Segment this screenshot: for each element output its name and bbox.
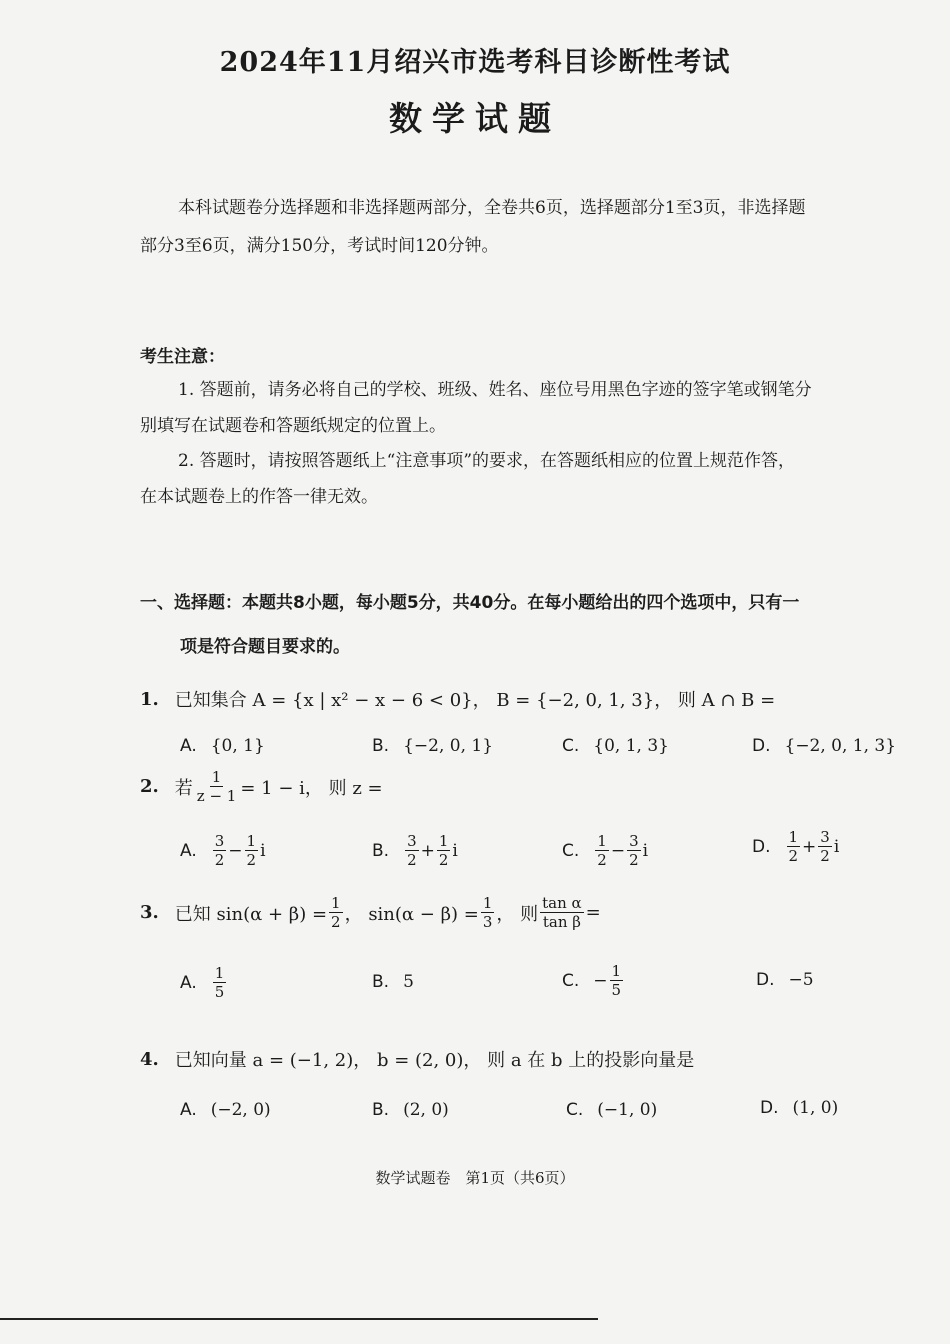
option-label: D. <box>756 970 775 990</box>
option-label: A. <box>180 1100 197 1120</box>
fraction <box>213 964 227 1001</box>
question-text: 已知向量 a = (−1, 2)， b = (2, 0)， 则 a 在 b 上的投影向量是 <box>174 1050 695 1071</box>
question-2 <box>140 768 383 805</box>
page-footer: 数学试题卷 第1页（共6页） <box>375 1169 575 1187</box>
fraction-denominator: 2 <box>820 847 830 865</box>
question-text-part-2: ， sin(α − β) = <box>344 903 479 925</box>
fraction <box>195 768 239 805</box>
fraction <box>245 832 259 869</box>
q4-option-b <box>372 1100 449 1120</box>
q4-option-a <box>180 1100 271 1120</box>
option-value: (−1, 0) <box>597 1100 658 1120</box>
question-text-part-4: = <box>585 902 601 923</box>
question-number: 2. <box>140 776 159 797</box>
option-value: (1, 0) <box>792 1098 839 1118</box>
q3-option-b <box>372 972 414 992</box>
notice-item-1-line-2: 别填写在试题卷和答题纸规定的位置上。 <box>140 416 446 436</box>
operator: − <box>228 840 243 861</box>
question-number: 4. <box>140 1048 159 1070</box>
fraction <box>213 832 227 869</box>
fraction-denominator: 2 <box>597 851 607 869</box>
notice-item-1-line-1: 1. 答题前，请务必将自己的学校、班级、姓名、座位号用黑色字迹的签字笔或钢笔分 <box>178 380 812 400</box>
question-1 <box>140 686 775 712</box>
imaginary-unit: i <box>260 840 266 861</box>
fraction-numerator: 3 <box>820 828 830 846</box>
fraction-denominator: 2 <box>331 913 341 931</box>
question-3 <box>140 894 601 931</box>
option-label: B. <box>372 1100 390 1120</box>
exam-title: 2024年11月绍兴市选考科目诊断性考试 <box>219 47 731 78</box>
notice-heading: 考生注意： <box>140 347 225 367</box>
fraction-numerator: 1 <box>482 894 493 912</box>
intro-line-2: 部分3至6页，满分150分，考试时间120分钟。 <box>140 236 499 256</box>
fraction-numerator: tan α <box>542 894 582 912</box>
q2-option-b <box>372 832 458 869</box>
subject-title: 数学试题 <box>389 99 561 138</box>
option-label: A. <box>180 736 197 756</box>
q4-option-d <box>760 1098 838 1118</box>
question-text-part-3: ， 则 <box>496 903 539 925</box>
imaginary-unit: i <box>833 836 840 857</box>
question-text-prefix: 若 <box>174 777 193 799</box>
option-label: B. <box>372 840 390 861</box>
option-label: A. <box>180 972 197 993</box>
q3-option-c <box>562 962 625 999</box>
fraction-denominator: 2 <box>214 851 225 869</box>
option-label: C. <box>566 1100 584 1120</box>
q3-option-a <box>180 964 228 1001</box>
negative-sign: − <box>593 970 608 991</box>
option-value: (2, 0) <box>403 1100 449 1120</box>
option-label: D. <box>752 736 771 756</box>
option-label: C. <box>562 970 580 991</box>
fraction-denominator: 5 <box>611 981 622 999</box>
option-label: D. <box>752 836 771 857</box>
notice-item-2-line-2: 在本试题卷上的作答一律无效。 <box>140 487 378 507</box>
fraction-numerator: 1 <box>597 832 607 850</box>
option-label: A. <box>180 840 197 861</box>
section-1-heading-line-2: 项是符合题目要求的。 <box>180 637 350 657</box>
question-number: 3. <box>140 902 159 923</box>
fraction <box>540 894 584 931</box>
q1-option-d <box>752 736 896 756</box>
section-1-heading-line-1: 一、选择题：本题共8小题，每小题5分，共40分。在每小题给出的四个选项中，只有一 <box>140 593 800 613</box>
fraction-numerator: 1 <box>611 962 622 980</box>
question-text: 已知集合 A = {x | x² − x − 6 < 0}， B = {−2, 0, 1, 3}， 则 A ∩ B = <box>174 690 776 711</box>
fraction-numerator: 1 <box>211 768 222 786</box>
fraction-numerator: 3 <box>214 832 225 850</box>
fraction <box>787 828 801 865</box>
q3-option-d <box>756 970 814 990</box>
q1-option-c <box>562 736 669 756</box>
fraction-denominator: 2 <box>788 847 799 865</box>
imaginary-unit: i <box>642 840 649 861</box>
fraction-numerator: 1 <box>438 832 449 850</box>
fraction <box>329 894 343 931</box>
fraction <box>481 894 495 931</box>
fraction-denominator: 2 <box>407 851 417 869</box>
fraction <box>610 962 624 999</box>
option-label: B. <box>372 736 390 756</box>
fraction <box>405 832 419 869</box>
operator: − <box>610 840 626 861</box>
fraction-numerator: 1 <box>331 894 341 912</box>
question-number: 1. <box>140 688 159 710</box>
option-value: {0, 1} <box>210 736 265 756</box>
option-label: B. <box>372 972 390 992</box>
option-value: {0, 1, 3} <box>593 736 669 756</box>
intro-line-1: 本科试题卷分选择题和非选择题两部分，全卷共6页，选择题部分1至3页，非选择题 <box>178 198 806 218</box>
imaginary-unit: i <box>452 840 458 861</box>
option-value: 5 <box>403 972 414 992</box>
fraction <box>627 832 641 869</box>
q2-option-a <box>180 832 266 869</box>
question-text-suffix: = 1 − i， 则 z = <box>240 777 383 799</box>
fraction <box>595 832 609 869</box>
q1-option-a <box>180 736 265 756</box>
question-4 <box>140 1046 694 1072</box>
option-label: C. <box>562 736 580 756</box>
question-text-part-1: 已知 sin(α + β) = <box>174 903 328 925</box>
fraction-numerator: 1 <box>246 832 257 850</box>
option-value: −5 <box>788 970 814 990</box>
fraction-numerator: 1 <box>788 828 799 846</box>
q2-option-d <box>752 828 839 865</box>
fraction <box>818 828 832 865</box>
fraction-numerator: 3 <box>407 832 417 850</box>
bottom-rule <box>0 1318 598 1320</box>
option-value: (−2, 0) <box>210 1100 271 1120</box>
option-value: {−2, 0, 1} <box>403 736 494 756</box>
q4-option-c <box>566 1100 657 1120</box>
fraction-numerator: 1 <box>214 964 225 982</box>
fraction-denominator: tan β <box>542 913 581 931</box>
fraction-denominator: 2 <box>438 851 449 869</box>
operator: + <box>420 840 435 861</box>
fraction-denominator: 5 <box>214 983 225 1001</box>
operator: + <box>802 836 817 857</box>
fraction-denominator: 2 <box>246 851 257 869</box>
fraction <box>437 832 451 869</box>
fraction-denominator: 3 <box>482 913 493 931</box>
q1-option-b <box>372 736 493 756</box>
fraction-denominator: 2 <box>629 851 639 869</box>
fraction-numerator: 3 <box>629 832 639 850</box>
fraction-denominator: z − 1 <box>196 787 237 805</box>
notice-item-2-line-1: 2. 答题时，请按照答题纸上“注意事项”的要求，在答题纸相应的位置上规范作答， <box>178 451 796 471</box>
option-label: C. <box>562 840 580 861</box>
q2-option-c <box>562 832 648 869</box>
option-value: {−2, 0, 1, 3} <box>784 736 897 756</box>
option-label: D. <box>760 1098 779 1118</box>
